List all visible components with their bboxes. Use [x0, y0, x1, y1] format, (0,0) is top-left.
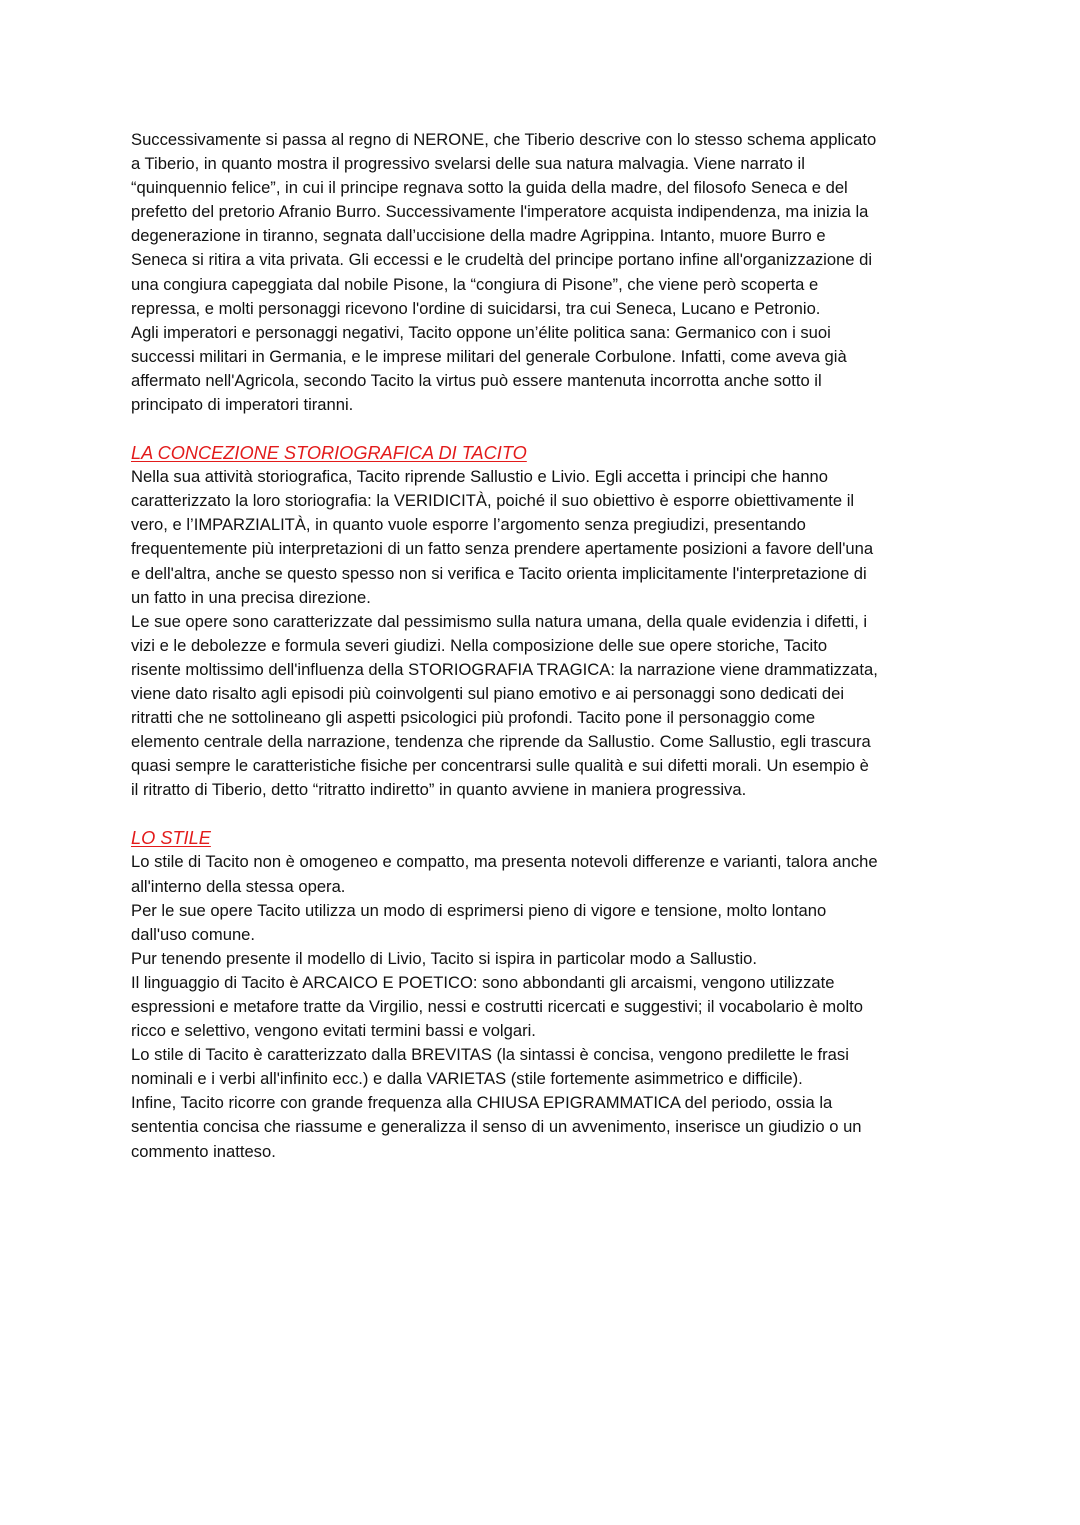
paragraph: [131, 850, 961, 898]
text-line: sententia concisa che riassume e generalizza il senso di un avvenimento, inserisce un giudizio o un: [131, 1117, 862, 1137]
text-line: risente moltissimo dell'influenza della STORIOGRAFIA TRAGICA: la narrazione viene drammatizzata,: [131, 659, 878, 679]
text-line: “quinquennio felice”, in cui il principe regnava sotto la guida della madre, del filosofo Seneca e del: [131, 178, 848, 198]
text-line: dall'uso comune.: [131, 924, 256, 944]
text-line: vero, e l’IMPARZIALITÀ, in quanto vuole esporre l’argomento senza pregiudizi, presentando: [131, 515, 806, 535]
text-line: Le sue opere sono caratterizzate dal pessimismo sulla natura umana, della quale evidenzia i difetti, i: [131, 611, 868, 631]
text-line: principato di imperatori tiranni.: [131, 395, 354, 415]
paragraph: [131, 465, 961, 610]
paragraph: [131, 128, 961, 321]
text-line: Lo stile di Tacito è caratterizzato dalla BREVITAS (la sintassi è concisa, vengono predilette le frasi: [131, 1045, 849, 1065]
text-line: frequentemente più interpretazioni di un fatto senza prendere apertamente posizioni a favore dell'una: [131, 539, 874, 559]
text-line: Successivamente si passa al regno di NERONE, che Tiberio descrive con lo stesso schema applicato: [131, 130, 877, 149]
section-concezione-storiografica: [131, 441, 961, 802]
text-line: e dell'altra, anche se questo spesso non si verifica e Tacito orienta implicitamente l'interpretazione di: [131, 563, 867, 583]
text-line: prefetto del pretorio Afranio Burro. Successivamente l'imperatore acquista indipendenza, ma inizia la: [131, 202, 869, 222]
section-stile: [131, 826, 961, 1163]
text-line: Seneca si ritira a vita privata. Gli eccessi e le crudeltà del principe portano infine all'organizzazione di: [131, 250, 873, 270]
text-line: a Tiberio, in quanto mostra il progressivo svelarsi delle sua natura malvagia. Viene narrato il: [131, 154, 805, 174]
text-line: espressioni e metafore tratte da Virgilio, nessi e costrutti ricercati e suggestivi; il vocabolario è molto: [131, 997, 863, 1016]
paragraph: [131, 1043, 961, 1091]
paragraph: [131, 971, 961, 1043]
text-line: Lo stile di Tacito non è omogeneo e compatto, ma presenta notevoli differenze e varianti, talora anche: [131, 852, 878, 872]
paragraph: [131, 947, 961, 971]
paragraph: [131, 610, 961, 803]
section-heading: LA CONCEZIONE STORIOGRAFICA DI TACITO: [131, 443, 527, 464]
text-line: all'interno della stessa opera.: [131, 876, 346, 896]
paragraph: [131, 321, 961, 417]
text-line: ritratti che ne sottolineano gli aspetti psicologici più profondi. Tacito pone il personaggio come: [131, 708, 816, 728]
text-line: nominali e i verbi all'infinito ecc.) e dalla VARIETAS (stile fortemente asimmetrico e difficile).: [131, 1069, 803, 1089]
text-line: Agli imperatori e personaggi negativi, Tacito oppone un’élite politica sana: Germanico con i suoi: [131, 322, 831, 342]
text-line: viene dato risalto agli episodi più coinvolgenti sul piano emotivo e ai personaggi sono dedicati dei: [131, 683, 845, 703]
paragraph: [131, 1091, 961, 1163]
text-line: vizi e le debolezze e formula severi giudizi. Nella composizione delle sue opere storiche, Tacito: [131, 635, 828, 655]
text-line: Nella sua attività storiografica, Tacito riprende Sallustio e Livio. Egli accetta i principi che hanno: [131, 467, 829, 487]
text-line: degenerazione in tiranno, segnata dall’uccisione della madre Agrippina. Intanto, muore Burro e: [131, 226, 826, 246]
text-line: il ritratto di Tiberio, detto “ritratto indiretto” in quanto avviene in maniera progressiva.: [131, 780, 747, 800]
text-line: Il linguaggio di Tacito è ARCAICO E POETICO: sono abbondanti gli arcaismi, vengono utilizzate: [131, 972, 835, 992]
paragraph: [131, 899, 961, 947]
text-line: elemento centrale della narrazione, tendenza che riprende da Sallustio. Come Sallustio, egli trascura: [131, 732, 871, 752]
document-page: [131, 128, 961, 1164]
text-line: Infine, Tacito ricorre con grande frequenza alla CHIUSA EPIGRAMMATICA del periodo, ossia la: [131, 1093, 833, 1113]
text-line: quasi sempre le caratteristiche fisiche per concentrarsi sulle qualità e sui difetti morali. Un esempio è: [131, 756, 869, 776]
text-line: affermato nell'Agricola, secondo Tacito la virtus può essere mantenuta incorrotta anche sotto il: [131, 370, 822, 390]
text-line: ricco e selettivo, vengono evitati termini bassi e volgari.: [131, 1021, 536, 1041]
text-line: un fatto in una precisa direzione.: [131, 587, 371, 607]
section-heading: LO STILE: [131, 828, 211, 849]
text-line: caratterizzato la loro storiografia: la VERIDICITÀ, poiché il suo obiettivo è esporre obiettivamente il: [131, 491, 855, 511]
text-line: commento inatteso.: [131, 1141, 276, 1161]
text-line: una congiura capeggiata dal nobile Pisone, la “congiura di Pisone”, che viene però scoperta e: [131, 274, 819, 294]
text-line: Per le sue opere Tacito utilizza un modo di esprimersi pieno di vigore e tensione, molto lontano: [131, 900, 827, 920]
text-line: Pur tenendo presente il modello di Livio, Tacito si ispira in particolar modo a Sallustio.: [131, 948, 757, 968]
text-line: successi militari in Germania, e le imprese militari del generale Corbulone. Infatti, come aveva già: [131, 346, 847, 366]
section-nerone: [131, 128, 961, 417]
text-line: repressa, e molti personaggi ricevono l'ordine di suicidarsi, tra cui Seneca, Lucano e Petronio.: [131, 298, 821, 318]
